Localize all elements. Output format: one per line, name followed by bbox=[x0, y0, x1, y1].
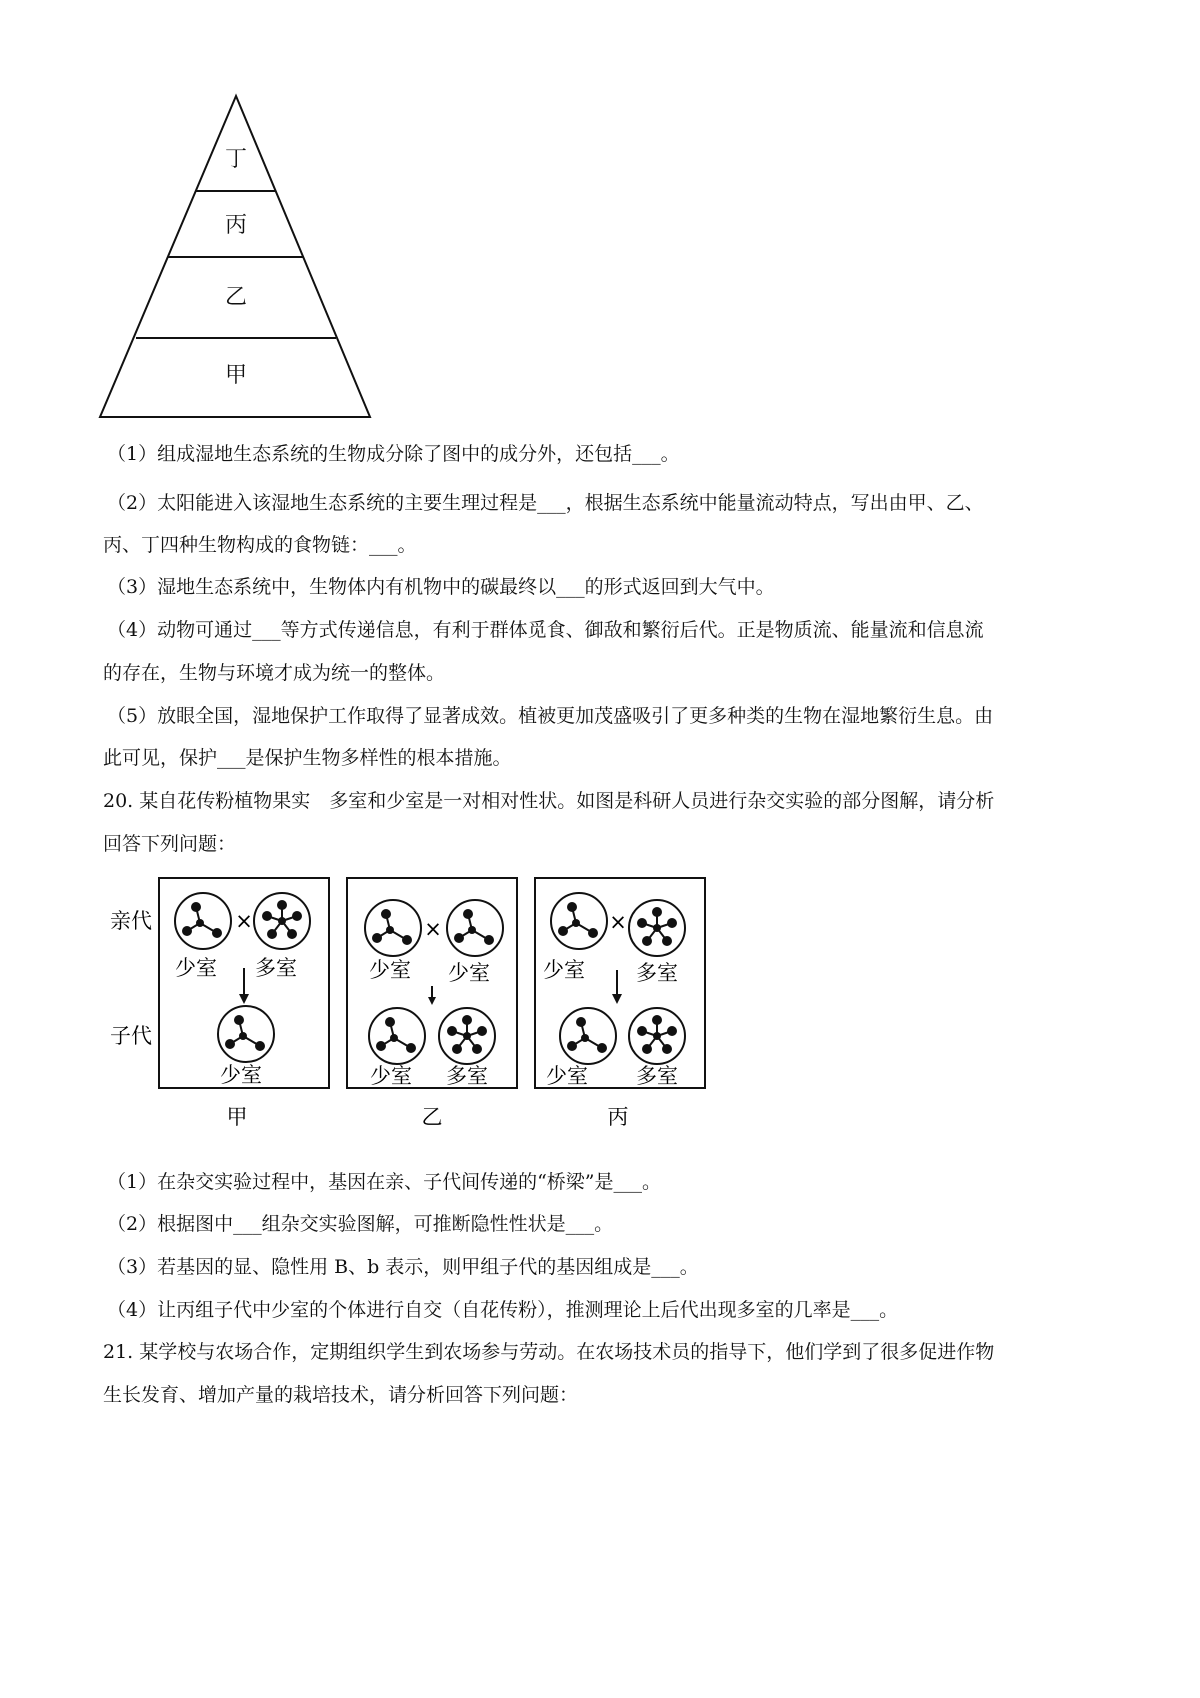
q21-stem-line2: 生长发育、增加产量的栽培技术，请分析回答下列问题： bbox=[103, 1384, 579, 1406]
energy-pyramid bbox=[95, 92, 395, 422]
pyramid-level-bing: 丙 bbox=[224, 213, 248, 238]
q19-item-5-line1: （5）放眼全国，湿地保护工作取得了显著成效。植被更加茂盛吸引了更多种类的生物在湿地繁衍生息。由 bbox=[107, 705, 994, 727]
jia-parent-few bbox=[175, 893, 231, 949]
q20-item-1: （1）在杂交实验过程中，基因在亲、子代间传递的“桥梁”是___。 bbox=[107, 1171, 662, 1193]
label-few: 少室 bbox=[175, 956, 217, 980]
q20-item-4: （4）让丙组子代中少室的个体进行自交（自花传粉），推测理论上后代出现多室的几率是___。 bbox=[107, 1299, 899, 1321]
row-label-child: 子代 bbox=[110, 1024, 152, 1048]
q19-item-4-line2: 的存在，生物与环境才成为统一的整体。 bbox=[103, 662, 446, 684]
label-many: 多室 bbox=[446, 1064, 488, 1088]
q19-item-2-line2: 丙、丁四种生物构成的食物链：___。 bbox=[103, 534, 417, 556]
pyramid-level-jia: 甲 bbox=[224, 363, 248, 388]
q19-item-2-line1: （2）太阳能进入该湿地生态系统的主要生理过程是___，根据生态系统中能量流动特点，写出由甲、乙、 bbox=[107, 492, 984, 514]
bing-parent-few bbox=[551, 893, 607, 949]
label-many: 多室 bbox=[636, 961, 678, 985]
cross-symbol: × bbox=[424, 917, 442, 941]
q19-item-4-line1: （4）动物可通过___等方式传递信息，有利于群体觅食、御敌和繁衍后代。正是物质流、能量流和信息流 bbox=[107, 619, 984, 641]
q21-stem-line1: 21. 某学校与农场合作，定期组织学生到农场参与劳动。在农场技术员的指导下，他们学到了很多促进作物 bbox=[103, 1341, 995, 1363]
row-label-parent: 亲代 bbox=[110, 909, 152, 933]
yi-parent-few bbox=[365, 900, 421, 956]
q19-item-1: （1）组成湿地生态系统的生物成分除了图中的成分外，还包括___。 bbox=[107, 443, 680, 465]
q20-item-3: （3）若基因的显、隐性用 B、b 表示，则甲组子代的基因组成是___。 bbox=[107, 1256, 699, 1278]
label-many: 多室 bbox=[255, 956, 297, 980]
q19-item-3: （3）湿地生态系统中，生物体内有机物中的碳最终以___的形式返回到大气中。 bbox=[107, 576, 775, 598]
cross-symbol: × bbox=[609, 910, 627, 934]
bing-child-many bbox=[629, 1008, 685, 1064]
label-few: 少室 bbox=[369, 958, 411, 982]
pyramid-level-ding: 丁 bbox=[224, 147, 248, 172]
label-few: 少室 bbox=[220, 1063, 262, 1087]
yi-child-few bbox=[369, 1008, 425, 1064]
yi-parent-few bbox=[447, 900, 503, 956]
cross-experiment-figure bbox=[105, 870, 725, 1130]
q20-item-2: （2）根据图中___组杂交实验图解，可推断隐性性状是___。 bbox=[107, 1213, 614, 1235]
jia-parent-many bbox=[254, 893, 310, 949]
group-caption-jia: 甲 bbox=[226, 1105, 248, 1129]
cross-symbol: × bbox=[235, 909, 253, 933]
q20-stem-line1: 20. 某自花传粉植物果实 多室和少室是一对相对性状。如图是科研人员进行杂交实验的部分图解，请分析 bbox=[103, 790, 995, 812]
yi-child-many bbox=[439, 1008, 495, 1064]
label-many: 多室 bbox=[636, 1064, 678, 1088]
q19-item-5-line2: 此可见，保护___是保护生物多样性的根本措施。 bbox=[103, 747, 512, 769]
group-caption-yi: 乙 bbox=[421, 1105, 443, 1129]
label-few: 少室 bbox=[546, 1064, 588, 1088]
pyramid-level-yi: 乙 bbox=[224, 285, 248, 310]
q20-stem-line2: 回答下列问题： bbox=[103, 833, 237, 855]
label-few: 少室 bbox=[543, 958, 585, 982]
label-few: 少室 bbox=[370, 1064, 412, 1088]
jia-child-few bbox=[218, 1006, 274, 1062]
bing-child-few bbox=[560, 1008, 616, 1064]
group-caption-bing: 丙 bbox=[607, 1105, 629, 1129]
bing-parent-many bbox=[629, 900, 685, 956]
label-few: 少室 bbox=[448, 961, 490, 985]
